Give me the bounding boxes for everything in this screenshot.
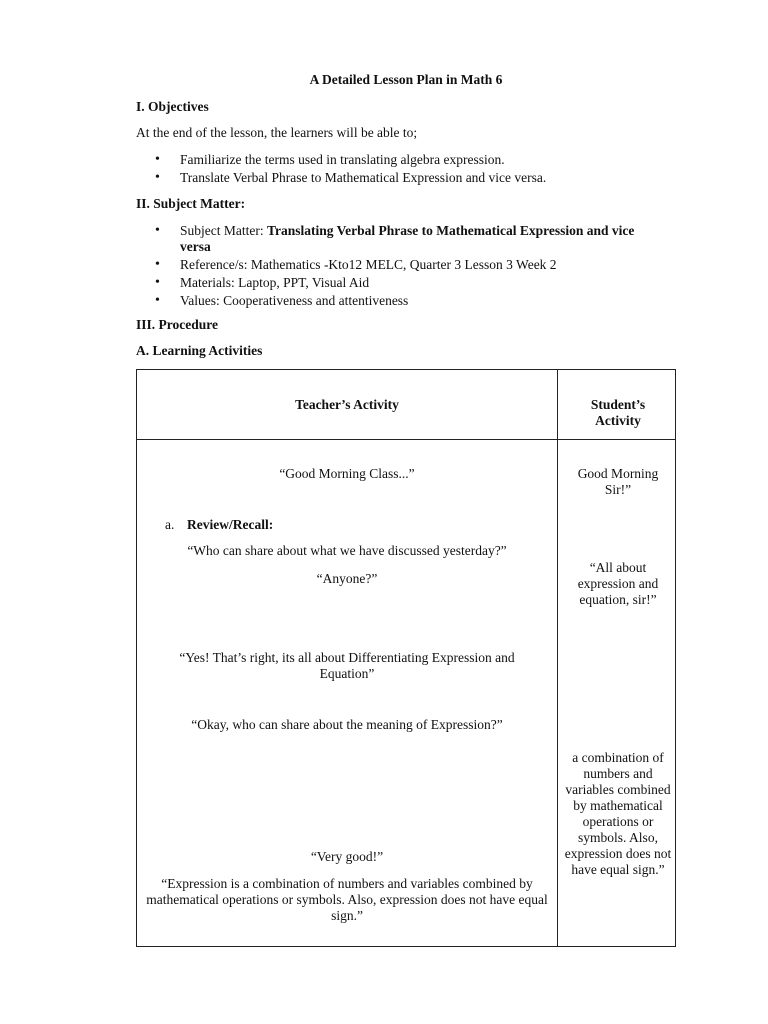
review-recall-item bbox=[165, 517, 273, 533]
subject-label: Subject Matter: bbox=[180, 223, 267, 238]
list-item: • Familiarize the terms used in translating algebra expression. bbox=[155, 152, 546, 168]
objectives-list bbox=[155, 152, 546, 188]
teacher-question-3: “Okay, who can share about the meaning of Expression?” bbox=[191, 717, 503, 732]
subject-matter-heading: II. Subject Matter: bbox=[136, 196, 246, 211]
student-greeting: Good Morning Sir!” bbox=[577, 466, 659, 497]
objectives-intro: At the end of the lesson, the learners will be able to; bbox=[136, 125, 418, 140]
procedure-heading: III. Procedure bbox=[136, 317, 218, 332]
list-item: • Translate Verbal Phrase to Mathematical Expression and vice versa. bbox=[155, 170, 546, 186]
header-divider bbox=[137, 439, 675, 440]
objectives-heading: I. Objectives bbox=[136, 99, 209, 114]
column-divider bbox=[557, 370, 558, 946]
learning-activities-heading: A. Learning Activities bbox=[136, 343, 263, 358]
teacher-question-2: “Anyone?” bbox=[316, 571, 378, 586]
review-number: a. bbox=[165, 517, 175, 532]
student-activity-header: Student’s Activity bbox=[590, 397, 646, 428]
document-title: A Detailed Lesson Plan in Math 6 bbox=[309, 72, 503, 87]
teacher-definition: “Expression is a combination of numbers and variables combined by mathematical operations or symbols. Also, expression does not have equal sign.” bbox=[146, 876, 548, 923]
list-item: • Values: Cooperativeness and attentiveness bbox=[155, 293, 665, 309]
teacher-question-1: “Who can share about what we have discussed yesterday?” bbox=[187, 543, 507, 558]
review-label: Review/Recall: bbox=[187, 517, 274, 532]
learning-activities-table bbox=[136, 369, 676, 947]
list-item: • Reference/s: Mathematics -Kto12 MELC, Quarter 3 Lesson 3 Week 2 bbox=[155, 257, 665, 273]
subject-matter-list bbox=[155, 223, 665, 311]
list-item: • Materials: Laptop, PPT, Visual Aid bbox=[155, 275, 665, 291]
student-answer-2: a combination of numbers and variables combined by mathematical operations or symbols. Also, expression does not have equal sign.” bbox=[564, 750, 672, 877]
teacher-confirmation: “Yes! That’s right, its all about Differentiating Expression and Equation” bbox=[179, 650, 515, 681]
teacher-greeting: “Good Morning Class...” bbox=[279, 466, 415, 481]
teacher-activity-header: Teacher’s Activity bbox=[295, 397, 399, 412]
student-answer-1: “All about expression and equation, sir!” bbox=[577, 560, 659, 607]
list-item bbox=[155, 223, 665, 255]
subject-value: Translating Verbal Phrase to Mathematical Expression and vice versa bbox=[180, 223, 635, 254]
teacher-praise: “Very good!” bbox=[310, 849, 384, 864]
